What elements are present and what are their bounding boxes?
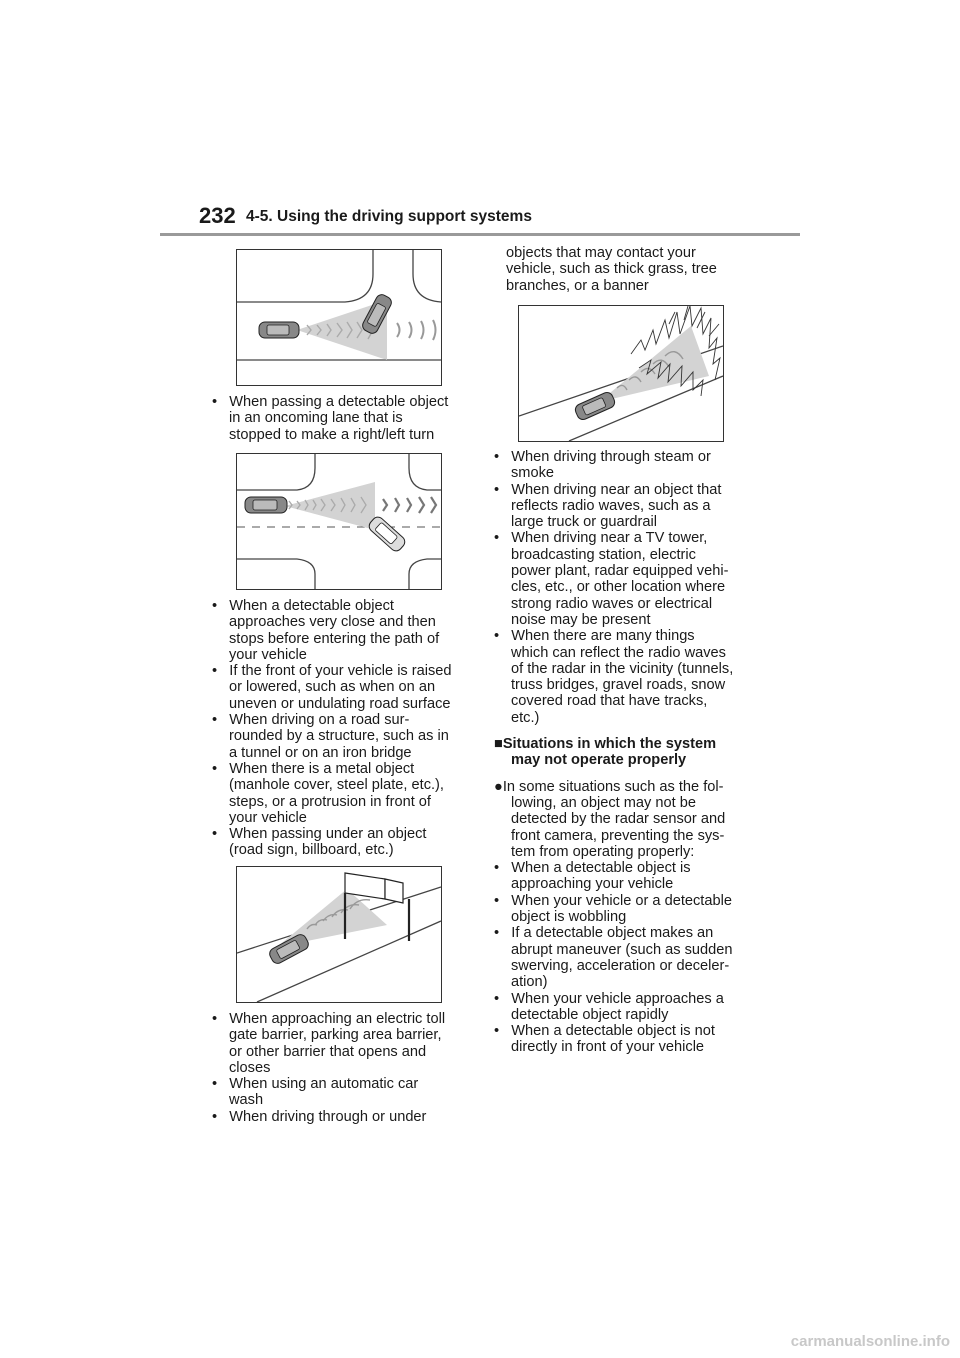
- bullet-text: When driving on a road sur- rounded by a structure, such as in a tunnel or on an iron bridge: [229, 712, 449, 761]
- bullet-item: • When there is a metal object (manhole cover, steel plate, etc.), steps, or a protrusion in front of your vehicle: [212, 760, 444, 826]
- figure-oncoming-turn: [236, 249, 442, 386]
- section-heading: [494, 736, 764, 769]
- bullet-item: • When your vehicle or a detectable object is wobbling: [494, 892, 732, 926]
- bullet-item: • When a detectable object approaches very close and then stops before entering the path of your vehicle: [212, 598, 440, 663]
- bullet-item: • When there are many things which can reflect the radio waves of the radar in the vicinity (tunnels, truss bridges, gravel roads, snow covered road that have tracks, etc.): [494, 628, 734, 726]
- bullet-text: When driving through steam or smoke: [511, 449, 711, 482]
- bullet-text: When there is a metal object (manhole cover, steel plate, etc.), steps, or a protrusion in front of your vehicle: [229, 760, 444, 826]
- bullet-item: • When passing a detectable object in an oncoming lane that is stopped to make a right/left turn: [212, 394, 449, 443]
- bullet-item: • When driving near an object that reflects radio waves, such as a large truck or guardrail: [494, 481, 722, 531]
- bullet-item: • When approaching an electric toll gate barrier, parking area barrier, or other barrier that opens and closes: [212, 1011, 446, 1076]
- bullet-text: When driving near a TV tower, broadcasting station, electric power plant, radar equipped vehi- cles, etc., or other location where strong radio waves or electrical noise may be present: [511, 530, 729, 628]
- bullet-item: • When a detectable object is approaching your vehicle: [494, 860, 691, 893]
- figure-approach-stop: [236, 453, 442, 590]
- bullet-text: When passing under an object (road sign, billboard, etc.): [229, 826, 427, 859]
- bullet-item: • When passing under an object (road sign, billboard, etc.): [212, 826, 427, 859]
- bullet-text: When there are many things which can reflect the radio waves of the radar in the vicinity (tunnels, truss bridges, gravel roads, snow covered road that have tracks, etc.): [511, 628, 734, 726]
- watermark: carmanualsonline.info: [790, 1333, 950, 1350]
- bullet-item: • When a detectable object is not directly in front of your vehicle: [494, 1023, 715, 1056]
- paragraph: [494, 779, 764, 860]
- bullet-text: When using an automatic car wash: [229, 1076, 419, 1109]
- header-rule: [160, 233, 800, 236]
- figure-road-sign: [236, 866, 442, 1003]
- heading-text: Situations in which the system may not operate properly: [502, 736, 717, 769]
- bullet-text: When driving through or under: [229, 1108, 427, 1125]
- bullet-text: When passing a detectable object in an oncoming lane that is stopped to make a right/left turn: [229, 394, 449, 443]
- bullet-text: When a detectable object is approaching your vehicle: [511, 860, 691, 893]
- figure-thick-grass: [518, 305, 724, 442]
- heading-marker: ■: [494, 736, 503, 753]
- bullet-item: • When your vehicle approaches a detectable object rapidly: [494, 990, 724, 1023]
- bullet-item: • When using an automatic car wash: [212, 1076, 419, 1109]
- bullet-text: If a detectable object makes an abrupt maneuver (such as sudden swerving, acceleration or deceler- ation): [511, 925, 733, 991]
- paragraph-marker: ●: [494, 778, 503, 795]
- bullet-item: • If the front of your vehicle is raised or lowered, such as when on an uneven or undulating road surface: [212, 663, 452, 712]
- bullet-text: When your vehicle or a detectable object is wobbling: [511, 892, 732, 926]
- bullet-item: • When driving on a road sur- rounded by a structure, such as in a tunnel or on an iron bridge: [212, 712, 449, 761]
- bullet-text: If the front of your vehicle is raised or lowered, such as when on an uneven or undulating road surface: [229, 663, 452, 712]
- bullet-item: • When driving through steam or smoke: [494, 449, 711, 482]
- bullet-item: • If a detectable object makes an abrupt maneuver (such as sudden swerving, acceleration or deceler- ation): [494, 925, 733, 991]
- bullet-text: When your vehicle approaches a detectable object rapidly: [511, 990, 724, 1023]
- bullet-text: When approaching an electric toll gate barrier, parking area barrier, or other barrier that opens and closes: [229, 1011, 446, 1076]
- bullet-text: When a detectable object approaches very close and then stops before entering the path of your vehicle: [229, 598, 440, 663]
- section-title: 4-5. Using the driving support systems: [246, 208, 532, 225]
- bullet-text: When driving near an object that reflects radio waves, such as a large truck or guardrail: [511, 481, 722, 531]
- page-number: 232: [199, 203, 236, 228]
- paragraph-text: In some situations such as the fol- lowing, an object may not be detected by the radar sensor and front camera, preventing the sys- tem from operating properly:: [502, 778, 726, 860]
- continuation-text: objects that may contact your vehicle, such as thick grass, tree branches, or a banner: [506, 245, 717, 294]
- bullet-item: • When driving near a TV tower, broadcasting station, electric power plant, radar equipped vehi- cles, etc., or other location where strong radio waves or electrical noise may be present: [494, 530, 729, 628]
- bullet-item: • When driving through or under: [212, 1108, 427, 1125]
- bullet-text: When a detectable object is not directly in front of your vehicle: [511, 1023, 715, 1056]
